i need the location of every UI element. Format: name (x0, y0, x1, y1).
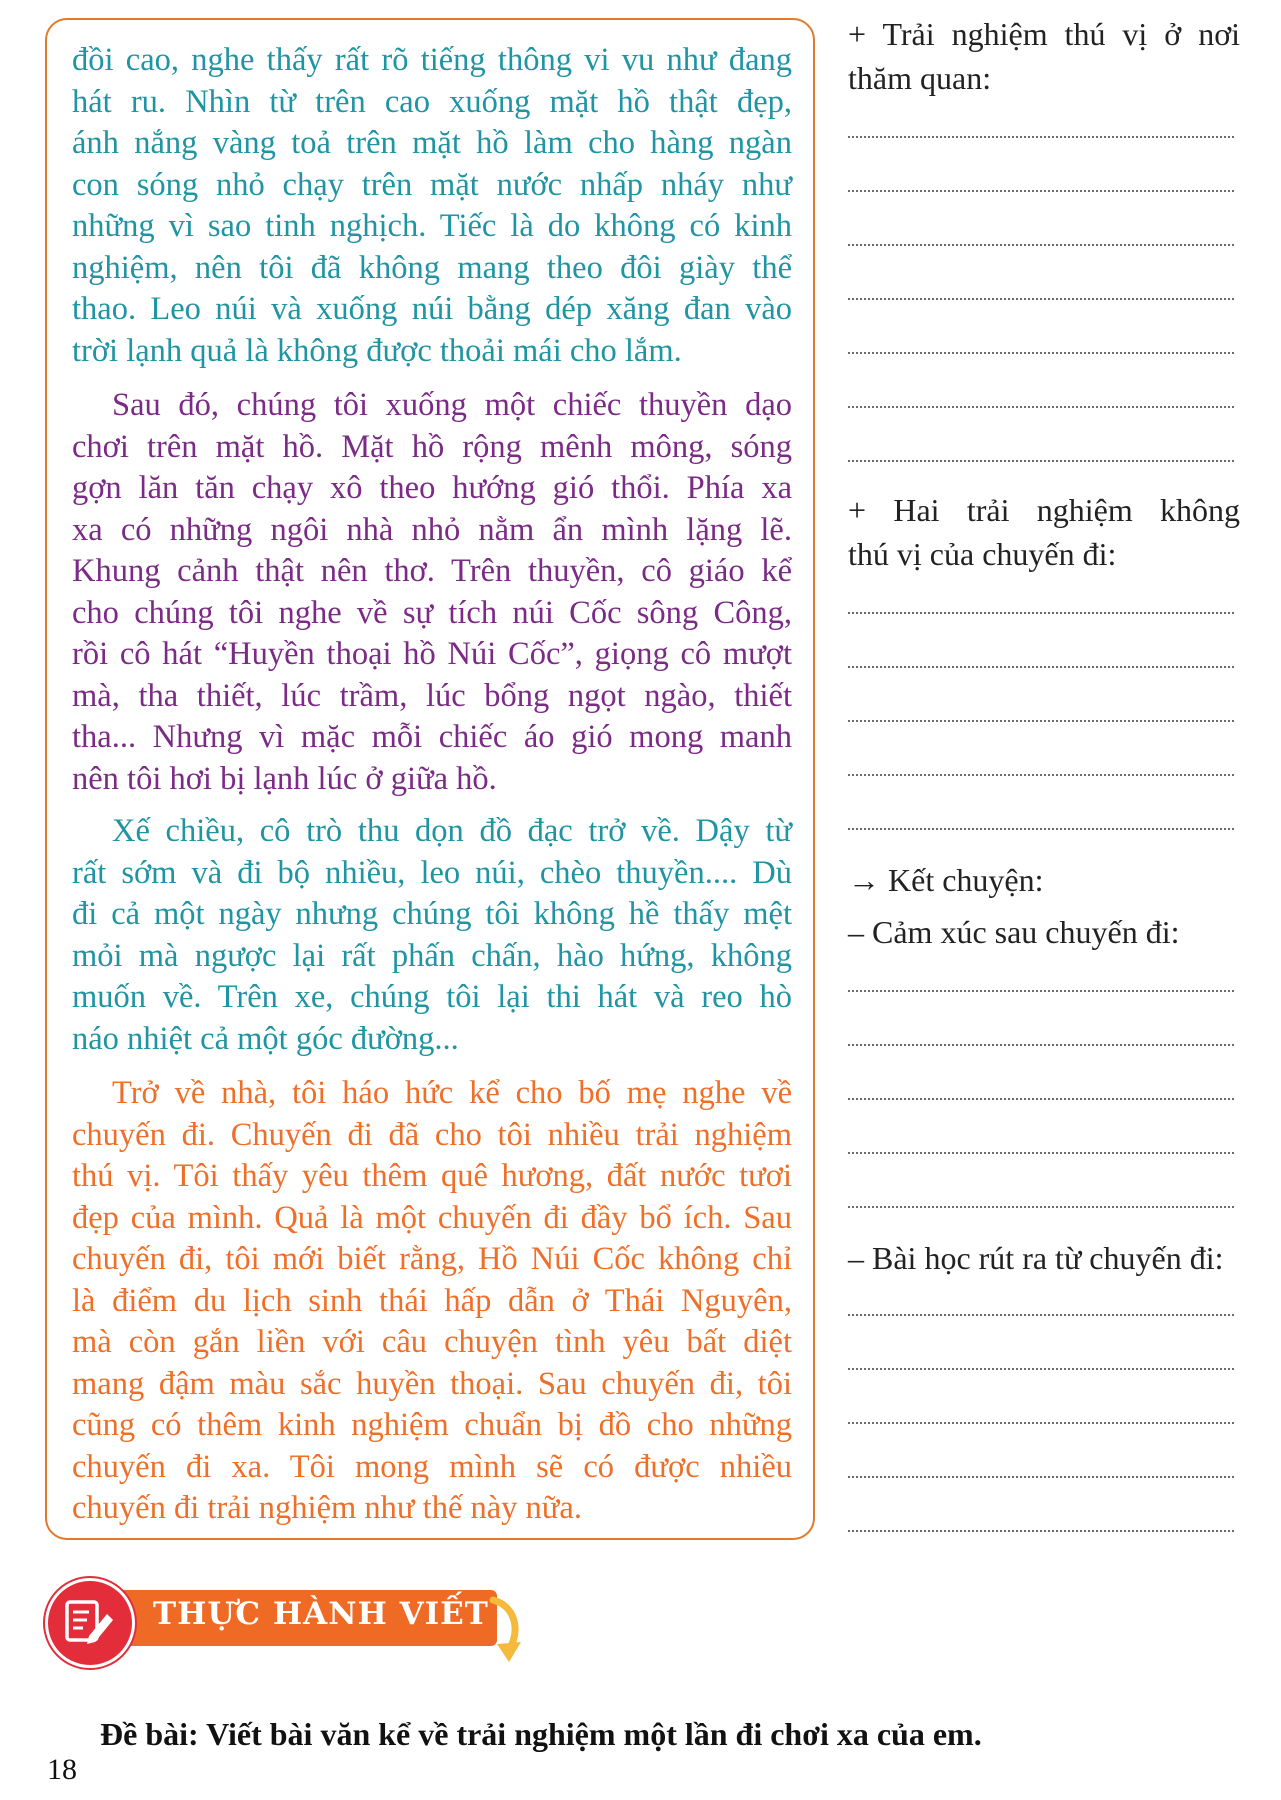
practice-banner (45, 1578, 545, 1668)
answer-line[interactable] (848, 244, 1234, 246)
story-line: muốn về. Trên xe, chúng tôi lại thi hát và reo hò (72, 979, 792, 1015)
story-line: nên tôi hơi bị lạnh lúc ở giữa hồ. (72, 760, 497, 797)
interesting-heading: + Trải nghiệm thú vị ở nơi (848, 16, 1240, 52)
story-line: mang đậm màu sắc huyền thoại. Sau chuyến đi, tôi (72, 1365, 792, 1402)
answer-line[interactable] (848, 1368, 1234, 1370)
story-line: Xế chiều, cô trò thu dọn đồ đạc trở về. Dậy từ (112, 813, 792, 849)
story-line: Sau đó, chúng tôi xuống một chiếc thuyền dạo (112, 387, 792, 423)
ending-heading: → Kết chuyện: (848, 862, 1044, 898)
story-line: tha... Nhưng vì mặc mỗi chiếc áo gió mong manh (72, 719, 792, 755)
answer-line[interactable] (848, 774, 1234, 776)
story-line: chuyến đi trải nghiệm như thế này nữa. (72, 1490, 582, 1526)
story-line: đi cả một ngày nhưng chúng tôi không hề thấy mệt (72, 896, 792, 932)
story-line: Khung cảnh thật nên thơ. Trên thuyền, cô giáo kể (72, 553, 792, 589)
story-line: là điểm du lịch sinh thái hấp dẫn ở Thái Nguyên, (72, 1282, 792, 1319)
answer-line[interactable] (848, 460, 1234, 462)
answer-line[interactable] (848, 828, 1234, 830)
story-line: chuyến đi, tôi mới biết rằng, Hồ Núi Cốc không chỉ (72, 1241, 792, 1277)
answer-line[interactable] (848, 298, 1234, 300)
story-line: rất sớm và đi bộ nhiều, leo núi, chèo thuyền.... Dù (72, 854, 792, 891)
pencil-writing-icon (59, 1592, 119, 1652)
curved-arrow-icon (485, 1596, 531, 1668)
answer-line[interactable] (848, 1314, 1234, 1316)
answer-line[interactable] (848, 406, 1234, 408)
page-number: 18 (47, 1753, 77, 1786)
story-line: rồi cô hát “Huyền thoại hồ Núi Cốc”, giọng cô mượt (72, 636, 792, 672)
story-line: con sóng nhỏ chạy trên mặt nước nhấp nháy như (72, 166, 792, 203)
story-paragraph-4 (72, 1073, 792, 1530)
banner-title: THỰC HÀNH VIẾT (153, 1596, 489, 1632)
answer-line[interactable] (848, 990, 1234, 992)
answer-line[interactable] (848, 1206, 1234, 1208)
story-paragraph-1 (72, 40, 792, 372)
story-line: chuyến đi. Chuyến đi đã cho tôi nhiều trải nghiệm (72, 1116, 792, 1153)
answer-line[interactable] (848, 190, 1234, 192)
answer-line[interactable] (848, 136, 1234, 138)
lessons-heading: – Bài học rút ra từ chuyến đi: (848, 1240, 1224, 1276)
story-line: thú vị. Tôi thấy yêu thêm quê hương, đất nước tươi (72, 1158, 792, 1194)
story-line: cho chúng tôi nghe về sự tích núi Cốc sông Công, (72, 594, 792, 631)
answer-line[interactable] (848, 1098, 1234, 1100)
story-line: chơi trên mặt hồ. Mặt hồ rộng mênh mông, sóng (72, 428, 792, 465)
story-line: đẹp của mình. Quả là một chuyến đi đầy bổ ích. Sau (72, 1199, 792, 1236)
writing-task: Đề bài: Viết bài văn kể về trải nghiệm một lần đi chơi xa của em. (100, 1716, 982, 1752)
story-line: nghiệm, nên tôi đã không mang theo đôi giày thể (72, 249, 792, 286)
feelings-heading: – Cảm xúc sau chuyến đi: (848, 914, 1180, 950)
story-line: mỏi mà ngược lại rất phấn chấn, hào hứng, không (72, 937, 792, 974)
story-line: Trở về nhà, tôi háo hức kể cho bố mẹ nghe về (112, 1075, 792, 1111)
answer-line[interactable] (848, 1152, 1234, 1154)
answer-line[interactable] (848, 666, 1234, 668)
answer-line[interactable] (848, 1530, 1234, 1532)
story-line: những vì sao tinh nghịch. Tiếc là do không có kinh (72, 208, 792, 244)
answer-line[interactable] (848, 1476, 1234, 1478)
answer-line[interactable] (848, 720, 1234, 722)
story-line: mà còn gắn liền với câu chuyện tình yêu bất diệt (72, 1324, 792, 1360)
story-line: hát ru. Nhìn từ trên cao xuống mặt hồ thật đẹp, (72, 83, 792, 120)
story-line: gợn lăn tăn chạy xô theo hướng gió thổi. Phía xa (72, 470, 792, 506)
story-line: náo nhiệt cả một góc đường... (72, 1020, 459, 1057)
story-line: thao. Leo núi và xuống núi bằng dép xăng đan vào (72, 291, 792, 327)
story-paragraph-2 (72, 385, 792, 800)
story-paragraph-3 (72, 811, 792, 1060)
answer-line[interactable] (848, 1422, 1234, 1424)
story-line: đồi cao, nghe thấy rất rõ tiếng thông vi vu như đang (72, 42, 792, 78)
interesting-heading-line2: thăm quan: (848, 60, 992, 96)
uninteresting-heading: + Hai trải nghiệm không (848, 492, 1240, 528)
story-line: chuyến đi xa. Tôi mong mình sẽ có được nhiều (72, 1448, 792, 1485)
story-line: cũng có thêm kinh nghiệm chuẩn bị đồ cho những (72, 1407, 792, 1443)
story-line: trời lạnh quả là không được thoải mái cho lắm. (72, 332, 682, 369)
uninteresting-heading-line2: thú vị của chuyến đi: (848, 536, 1117, 572)
answer-line[interactable] (848, 352, 1234, 354)
answer-line[interactable] (848, 612, 1234, 614)
story-line: ánh nắng vàng toả trên mặt hồ làm cho hàng ngàn (72, 125, 792, 161)
answer-line[interactable] (848, 1044, 1234, 1046)
story-line: mà, tha thiết, lúc trầm, lúc bổng ngọt ngào, thiết (72, 677, 792, 714)
story-line: xa có những ngôi nhà nhỏ nằm ẩn mình lặng lẽ. (72, 511, 792, 548)
